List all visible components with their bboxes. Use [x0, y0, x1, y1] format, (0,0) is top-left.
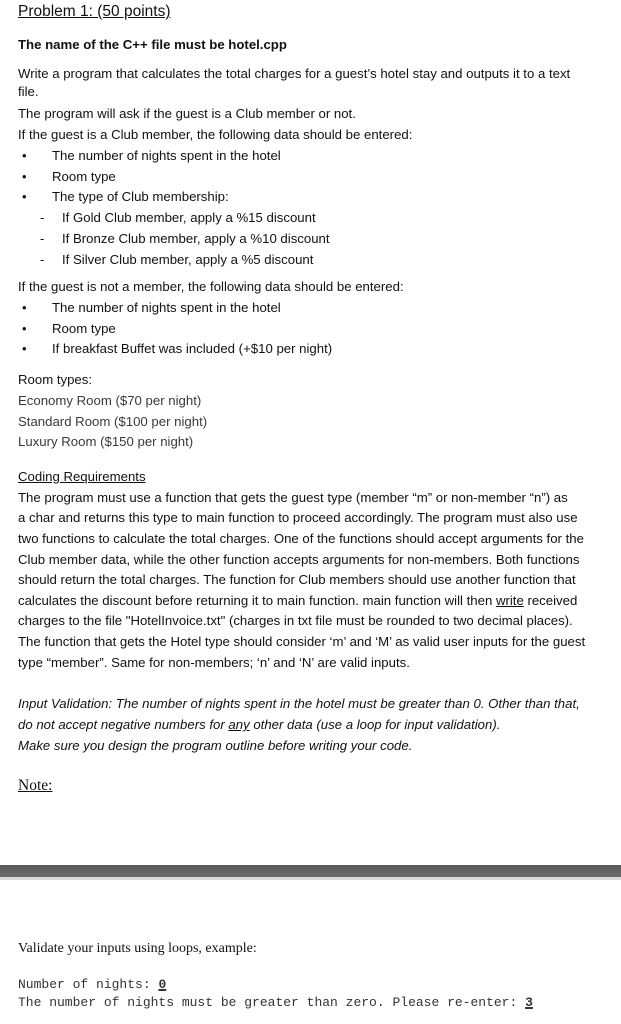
- example-input: 0: [158, 977, 167, 992]
- room-type: Economy Room ($70 per night): [18, 393, 202, 408]
- intro-line-1: Write a program that calculates the total charges for a guest’s hotel stay and outputs it to a text: [18, 66, 571, 81]
- bullet: •: [22, 300, 27, 315]
- note-label: Note:: [18, 777, 53, 794]
- coding-text: calculates the discount before returning it to main function. main function will then: [18, 593, 496, 608]
- validation-text: do not accept negative numbers for: [18, 717, 229, 732]
- validation-line-2: [18, 716, 500, 734]
- example-line-1: [18, 976, 166, 993]
- bullet: •: [22, 169, 27, 184]
- nonmember-heading: If the guest is not a member, the following data should be entered:: [18, 279, 404, 294]
- example-prompt: Number of nights:: [18, 977, 159, 992]
- coding-text: received: [523, 593, 578, 608]
- membership-type: If Bronze Club member, apply a %10 discount: [62, 231, 330, 246]
- coding-line: two functions to calculate the total charges. One of the functions should accept arguments for the: [18, 531, 584, 546]
- validation-text: other data (use a loop for input validation).: [249, 717, 501, 732]
- divider-shadow: [0, 877, 621, 880]
- dash: -: [40, 210, 45, 225]
- bullet: •: [22, 321, 27, 336]
- example-prompt: The number of nights must be greater than zero. Please re-enter:: [18, 995, 526, 1010]
- dash: -: [40, 231, 45, 246]
- bullet: •: [22, 341, 27, 356]
- intro-line-2: file.: [18, 84, 39, 99]
- coding-heading: Coding Requirements: [18, 469, 146, 484]
- nonmember-item: The number of nights spent in the hotel: [52, 300, 281, 315]
- validation-line-3: Make sure you design the program outline before writing your code.: [18, 738, 413, 753]
- membership-type: If Silver Club member, apply a %5 discount: [62, 252, 314, 267]
- nonmember-item: If breakfast Buffet was included (+$10 per night): [52, 341, 333, 356]
- coding-line: should return the total charges. The function for Club members should use another function that: [18, 572, 576, 587]
- coding-line: [18, 592, 577, 610]
- room-types-heading: Room types:: [18, 372, 93, 387]
- coding-line: charges to the file "HotelInvoice.txt" (charges in txt file must be rounded to two decimal places).: [18, 613, 573, 628]
- write-word: write: [495, 593, 524, 608]
- dash: -: [40, 252, 45, 267]
- bullet: •: [22, 148, 27, 163]
- coding-line: The program must use a function that gets the guest type (member “m” or non-member “n”) as: [18, 490, 568, 505]
- membership-type: If Gold Club member, apply a %15 discount: [62, 210, 316, 225]
- nonmember-item: Room type: [52, 321, 116, 336]
- page-divider: [0, 865, 621, 877]
- room-type: Standard Room ($100 per night): [18, 414, 208, 429]
- example-line-2: [18, 994, 533, 1011]
- filename-requirement: The name of the C++ file must be hotel.cpp: [18, 37, 287, 52]
- member-item: Room type: [52, 169, 116, 184]
- member-item: The number of nights spent in the hotel: [52, 148, 281, 163]
- intro-line-4: If the guest is a Club member, the following data should be entered:: [18, 127, 413, 142]
- any-word: any: [228, 717, 250, 732]
- bullet: •: [22, 189, 27, 204]
- coding-line: Club member data, while the other function accepts arguments for non-members. Both functions: [18, 552, 580, 567]
- coding-line: The function that gets the Hotel type should consider ‘m’ and ‘M’ as valid user inputs for the guest: [18, 634, 586, 649]
- member-item: The type of Club membership:: [52, 189, 229, 204]
- intro-line-3: The program will ask if the guest is a Club member or not.: [18, 106, 356, 121]
- example-intro: Validate your inputs using loops, example:: [18, 941, 257, 956]
- validation-line-1: Input Validation: The number of nights spent in the hotel must be greater than 0. Other than that,: [18, 696, 580, 711]
- coding-line: a char and returns this type to main function to proceed accordingly. The program must also use: [18, 510, 578, 525]
- example-input: 3: [525, 995, 533, 1010]
- coding-line: type “member”. Same for non-members; ‘n’ and ‘N’ are valid inputs.: [18, 655, 410, 670]
- room-type: Luxury Room ($150 per night): [18, 434, 194, 449]
- problem-title: Problem 1: (50 points): [18, 3, 171, 20]
